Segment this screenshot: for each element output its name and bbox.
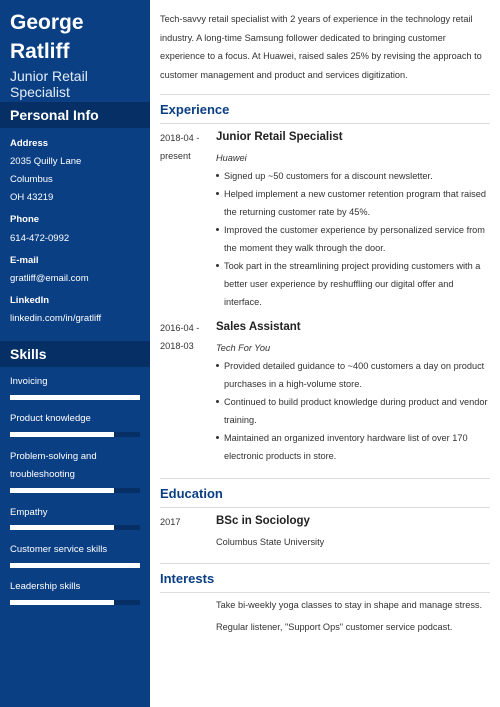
skill-name: Leadership skills [10,581,81,592]
address-line-1: 2035 Quilly Lane [10,156,82,167]
skill-name-line-2: troubleshooting [10,469,75,480]
linkedin-label: LinkedIn [10,295,50,306]
last-name: Ratliff [10,40,70,63]
job-date-start: 2016-04 - [160,323,200,333]
list-item: Signed up ~50 customers for a discount newsletter. [216,167,488,185]
job-company: Tech For You [216,343,271,353]
list-item: Improved the customer experience by personalized service from the moment they walk through the door. [216,221,488,257]
phone-label: Phone [10,214,40,225]
job-date-start: 2018-04 - [160,133,200,143]
skill-name: Customer service skills [10,544,108,555]
candidate-title: Junior Retail Specialist [10,68,88,100]
job-role: Sales Assistant [216,321,301,333]
divider [160,507,490,508]
experience-heading: Experience [160,102,230,117]
list-item: Continued to build product knowledge during product and vendor training. [216,393,488,429]
main-column [150,0,500,707]
skill-bar [10,525,140,530]
personal-info-heading [0,102,150,128]
education-degree: BSc in Sociology [216,515,310,527]
first-name: George [10,11,84,34]
skills-heading-text: Skills [10,346,47,362]
candidate-name [10,8,84,66]
profile-summary: Tech-savvy retail specialist with 2 years of experience in the technology retail industry. A long-time Samsung follower dedicated to bringing customer experience to a focus. At Huawei, raised sales 25% by revising the approach to customer management and product and services digitization. [160,14,482,80]
divider [160,123,490,124]
skill-bar [10,395,140,400]
list-item: Provided detailed guidance to ~400 customers a day on product purchases in a high-volume store. [216,357,488,393]
address-line-2: Columbus [10,174,53,185]
address-label: Address [10,138,49,149]
job-role: Junior Retail Specialist [216,131,343,143]
skill-bar [10,432,140,437]
education-year: 2017 [160,517,181,527]
divider [160,94,490,95]
skill-name: Empathy [10,507,48,518]
list-item: Took part in the streamlining project providing customers with a better user experience by reshuffling our digital offer and interface. [216,257,488,311]
skill-bar-fill [10,395,140,400]
skills-heading [0,341,150,367]
interests-heading: Interests [160,571,215,586]
skill-bar [10,488,140,493]
email-value[interactable]: gratliff@email.com [10,273,89,284]
job-company: Huawei [216,153,247,163]
job-date-end: present [160,151,191,161]
personal-info-heading-text: Personal Info [10,107,99,123]
list-item: Helped implement a new customer retention program that raised the returning customer rate by 45%. [216,185,488,221]
job-bullets [216,167,488,311]
skill-name: Invoicing [10,376,48,387]
skill-name-line-1: Problem-solving and [10,451,97,462]
job-bullets [216,357,488,465]
education-heading: Education [160,486,223,501]
skill-bar [10,600,140,605]
job-date [160,129,199,165]
email-label: E-mail [10,255,39,266]
divider [160,563,490,564]
job-date [160,319,199,355]
skill-bar-fill [10,488,114,493]
divider [160,592,490,593]
education-school: Columbus State University [216,537,325,547]
job-date-end: 2018-03 [160,341,194,351]
phone-value: 614-472-0992 [10,233,70,244]
divider [160,478,490,479]
skill-bar [10,563,140,568]
linkedin-value[interactable]: linkedin.com/in/gratliff [10,313,102,324]
sidebar [0,0,150,707]
interest-item: Take bi-weekly yoga classes to stay in shape and manage stress. [216,600,483,610]
address-line-3: OH 43219 [10,192,54,203]
skill-bar-fill [10,563,140,568]
list-item: Maintained an organized inventory hardware list of over 170 electronic products in store. [216,429,488,465]
skill-name: Product knowledge [10,413,91,424]
interest-item: Regular listener, "Support Ops" customer service podcast. [216,622,453,632]
skill-bar-fill [10,525,114,530]
skill-bar-fill [10,600,114,605]
skill-bar-fill [10,432,114,437]
